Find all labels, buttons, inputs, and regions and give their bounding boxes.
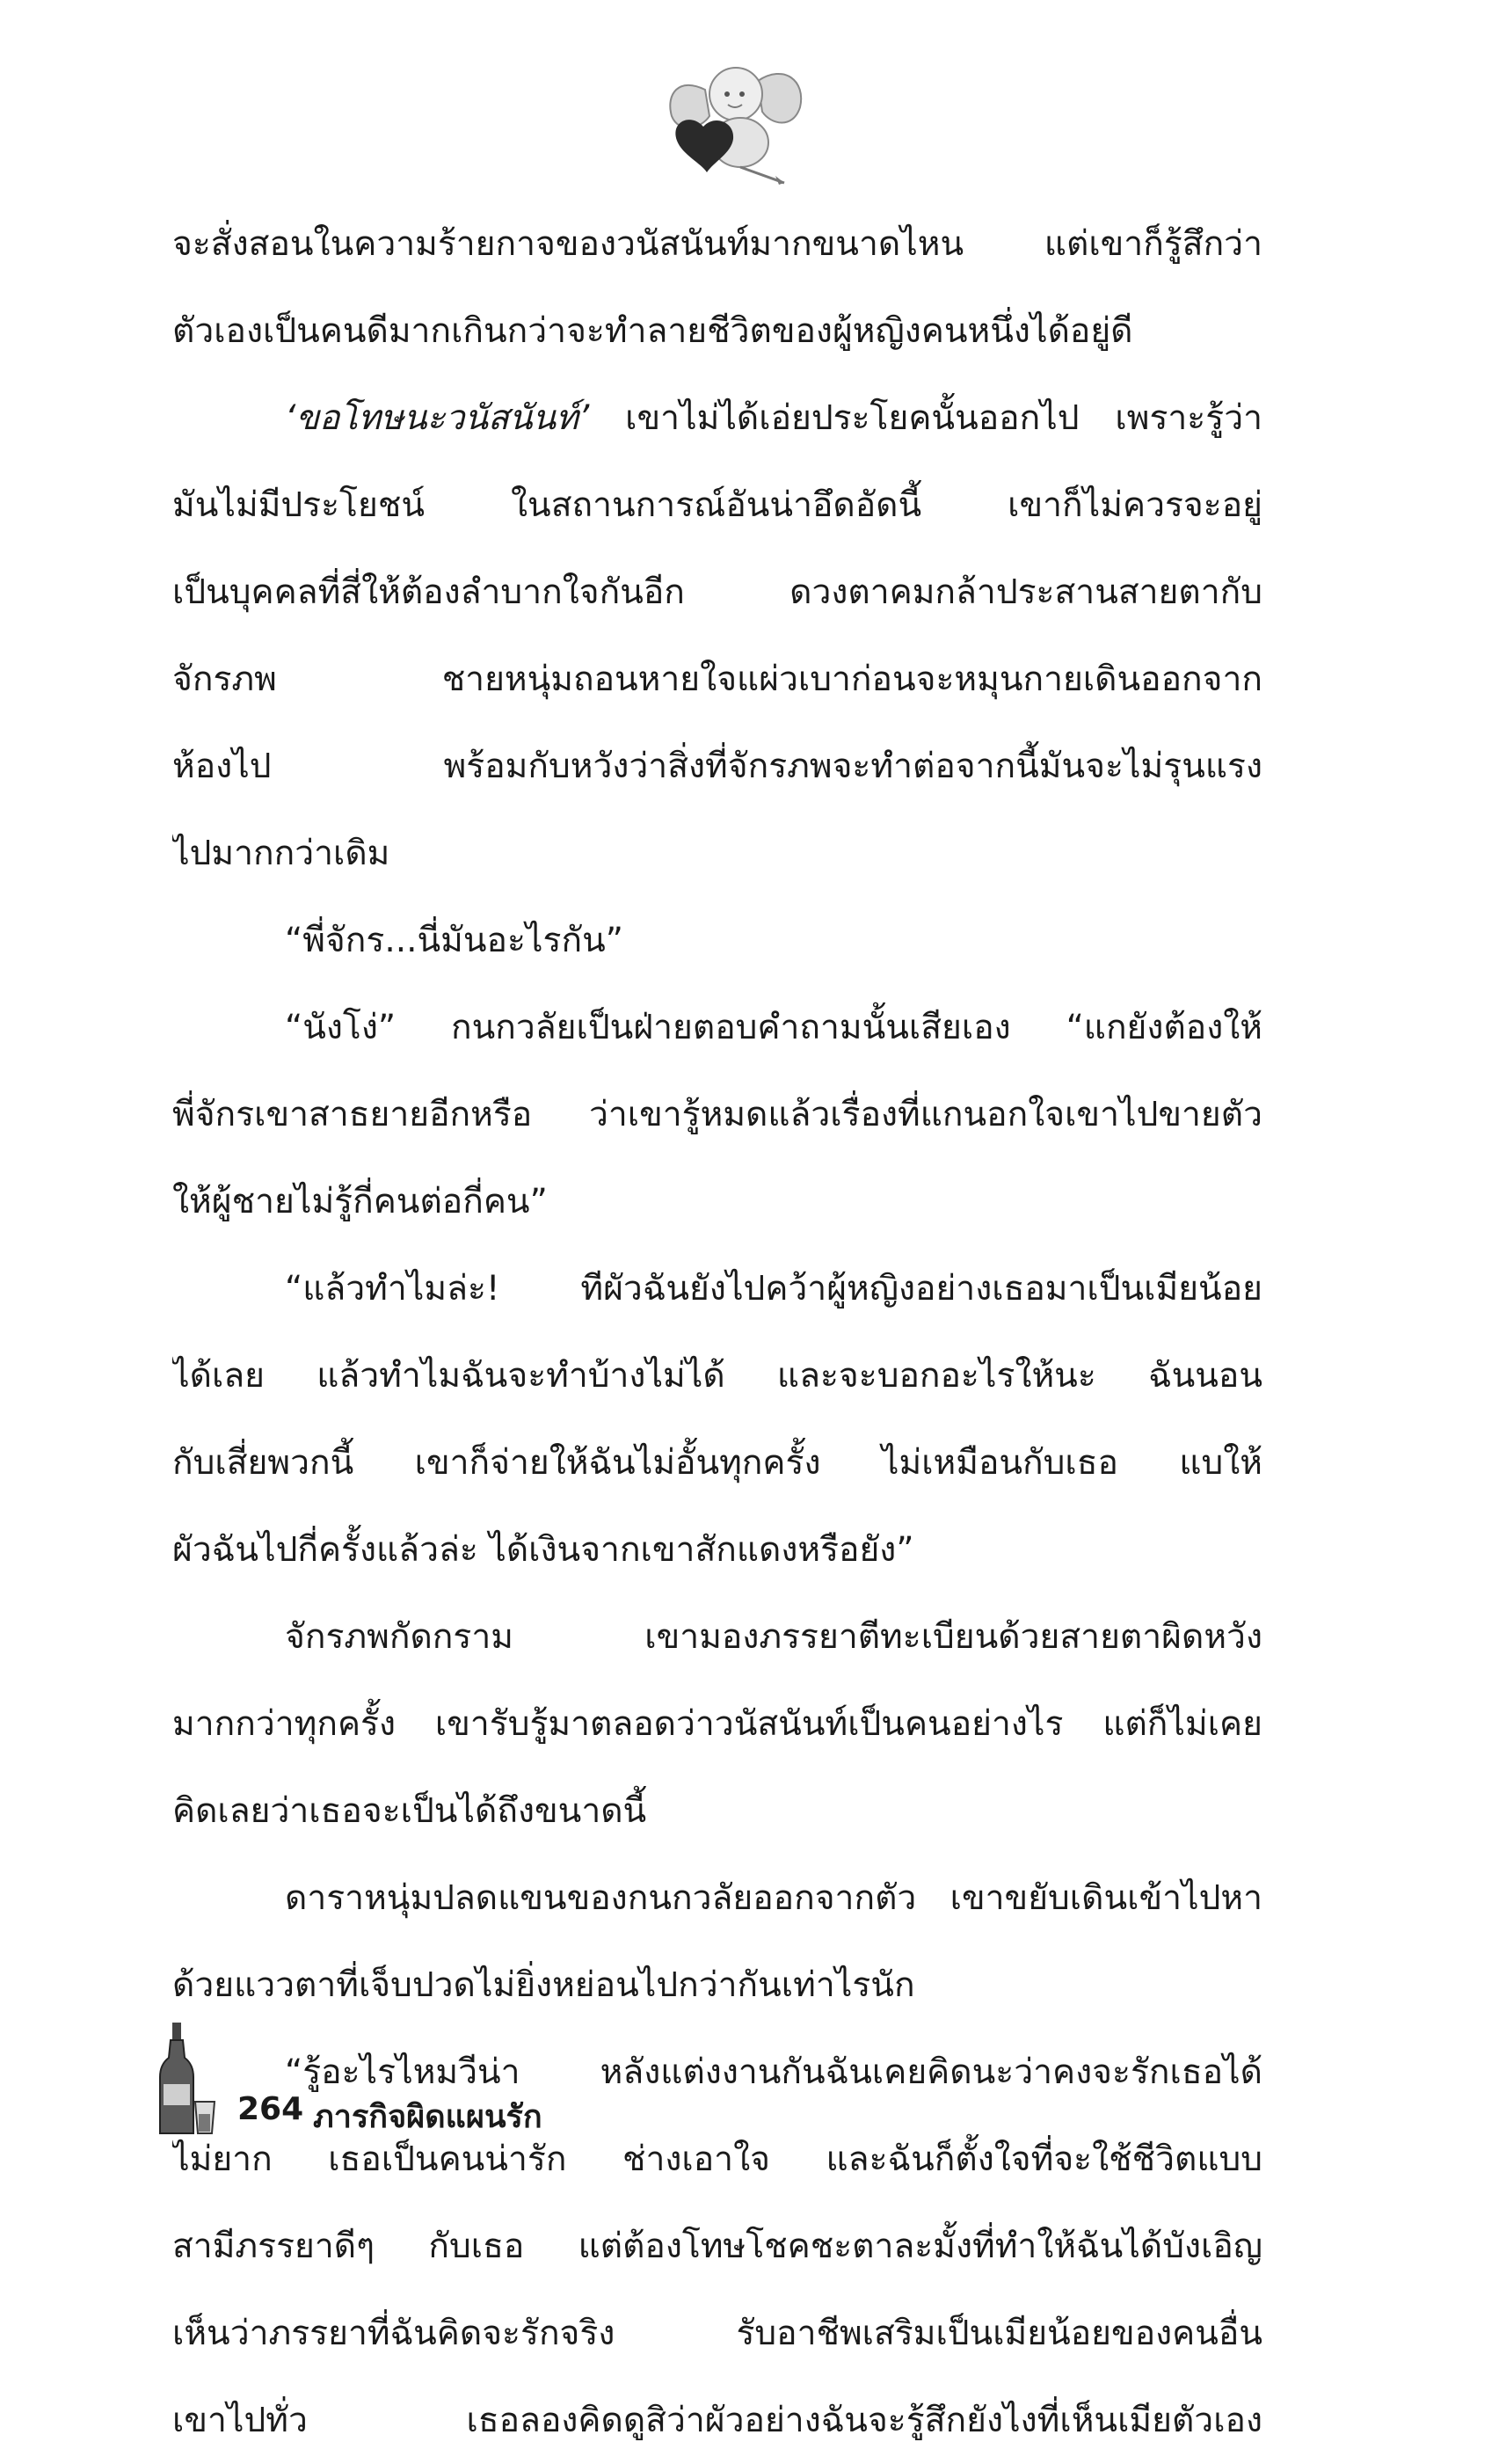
text-line: ไม่ยาก เธอเป็นคนน่ารัก ช่างเอาใจ และฉันก็ตั้งใจที่จะใช้ชีวิตแบบ <box>172 2140 1262 2179</box>
text-line: “พี่จักร...นี่มันอะไรกัน” <box>285 921 623 960</box>
text-line: พี่จักรเขาสาธยายอีกหรือ ว่าเขารู้หมดแล้วเรื่องที่แกนอกใจเขาไปขายตัว <box>172 1095 1262 1134</box>
book-title: ภารกิจผิดแผนรัก <box>313 2099 542 2135</box>
text-line: ห้องไป พร้อมกับหวังว่าสิ่งที่จักรภพจะทำต่อจากนี้มันจะไม่รุนแรง <box>172 747 1262 786</box>
text-line: ได้เลย แล้วทำไมฉันจะทำบ้างไม่ได้ และจะบอกอะไรให้นะ ฉันนอน <box>172 1356 1262 1396</box>
text-line: คิดเลยว่าเธอจะเป็นได้ถึงขนาดนี้ <box>172 1791 647 1831</box>
text-line: จักรภพ ชายหนุ่มถอนหายใจแผ่วเบาก่อนจะหมุนกายเดินออกจาก <box>172 660 1262 699</box>
text-line: สามีภรรยาดีๆ กับเธอ แต่ต้องโทษโชคชะตาละมั้งที่ทำให้ฉันได้บังเอิญ <box>172 2227 1262 2266</box>
text-line <box>172 375 1262 462</box>
text-line: “นังโง่” กนกวลัยเป็นฝ่ายตอบคำถามนั้นเสียเอง “แกยังต้องให้ <box>285 1008 1262 1047</box>
text-line: ผัวฉันไปกี่ครั้งแล้วล่ะ ได้เงินจากเขาสักแดงหรือยัง” <box>172 1530 914 1570</box>
italic-quote: ‘ขอโทษนะวนัสนันท์’ <box>285 398 590 438</box>
text-line: มากกว่าทุกครั้ง เขารับรู้มาตลอดว่าวนัสนันท์เป็นคนอย่างไร แต่ก็ไม่เคย <box>172 1704 1262 1744</box>
text-line: “รู้อะไรไหมวีน่า หลังแต่งงานกันฉันเคยคิดนะว่าคงจะรักเธอได้ <box>285 2052 1262 2092</box>
text-line: เขาไปทั่ว เธอลองคิดดูสิว่าผัวอย่างฉันจะรู้สึกยังไงที่เห็นเมียตัวเอง <box>172 2401 1262 2440</box>
text-line-content: เขาไม่ได้เอ่ยประโยคนั้นออกไป เพราะรู้ว่า <box>625 398 1262 438</box>
text-line: จักรภพกัดกราม เขามองภรรยาตีทะเบียนด้วยสายตาผิดหวัง <box>285 1617 1262 1657</box>
cupid-heart-icon <box>652 55 811 186</box>
text-line: ไปมากกว่าเดิม <box>172 834 390 873</box>
bottle-glass-icon <box>156 2023 218 2137</box>
text-line: ตัวเองเป็นคนดีมากเกินกว่าจะทำลายชีวิตของผู้หญิงคนหนึ่งได้อยู่ดี <box>172 311 1133 351</box>
text-line: กับเสี่ยพวกนี้ เขาก็จ่ายให้ฉันไม่อั้นทุกครั้ง ไม่เหมือนกับเธอ แบให้ <box>172 1443 1262 1483</box>
text-line: เห็นว่าภรรยาที่ฉันคิดจะรักจริง รับอาชีพเสริมเป็นเมียน้อยของคนอื่น <box>172 2314 1262 2353</box>
text-line: ด้วยแววตาที่เจ็บปวดไม่ยิ่งหย่อนไปกว่ากันเท่าไรนัก <box>172 1965 915 2005</box>
text-line: เป็นบุคคลที่สี่ให้ต้องลำบากใจกันอีก ดวงตาคมกล้าประสานสายตากับ <box>172 572 1262 612</box>
page-footer <box>156 2023 772 2146</box>
text-line: “แล้วทำไมล่ะ! ทีผัวฉันยังไปคว้าผู้หญิงอย่างเธอมาเป็นเมียน้อย <box>285 1269 1262 1309</box>
text-line: มันไม่มีประโยชน์ ในสถานการณ์อันน่าอึดอัดนี้ เขาก็ไม่ควรจะอยู่ <box>172 485 1262 525</box>
page-number: 264 <box>237 2091 304 2127</box>
text-line: จะสั่งสอนในความร้ายกาจของวนัสนันท์มากขนาดไหน แต่เขาก็รู้สึกว่า <box>172 224 1262 264</box>
text-line: ให้ผู้ชายไม่รู้กี่คนต่อกี่คน” <box>172 1182 548 1221</box>
text-line: ดาราหนุ่มปลดแขนของกนกวลัยออกจากตัว เขาขยับเดินเข้าไปหา <box>285 1878 1262 1918</box>
